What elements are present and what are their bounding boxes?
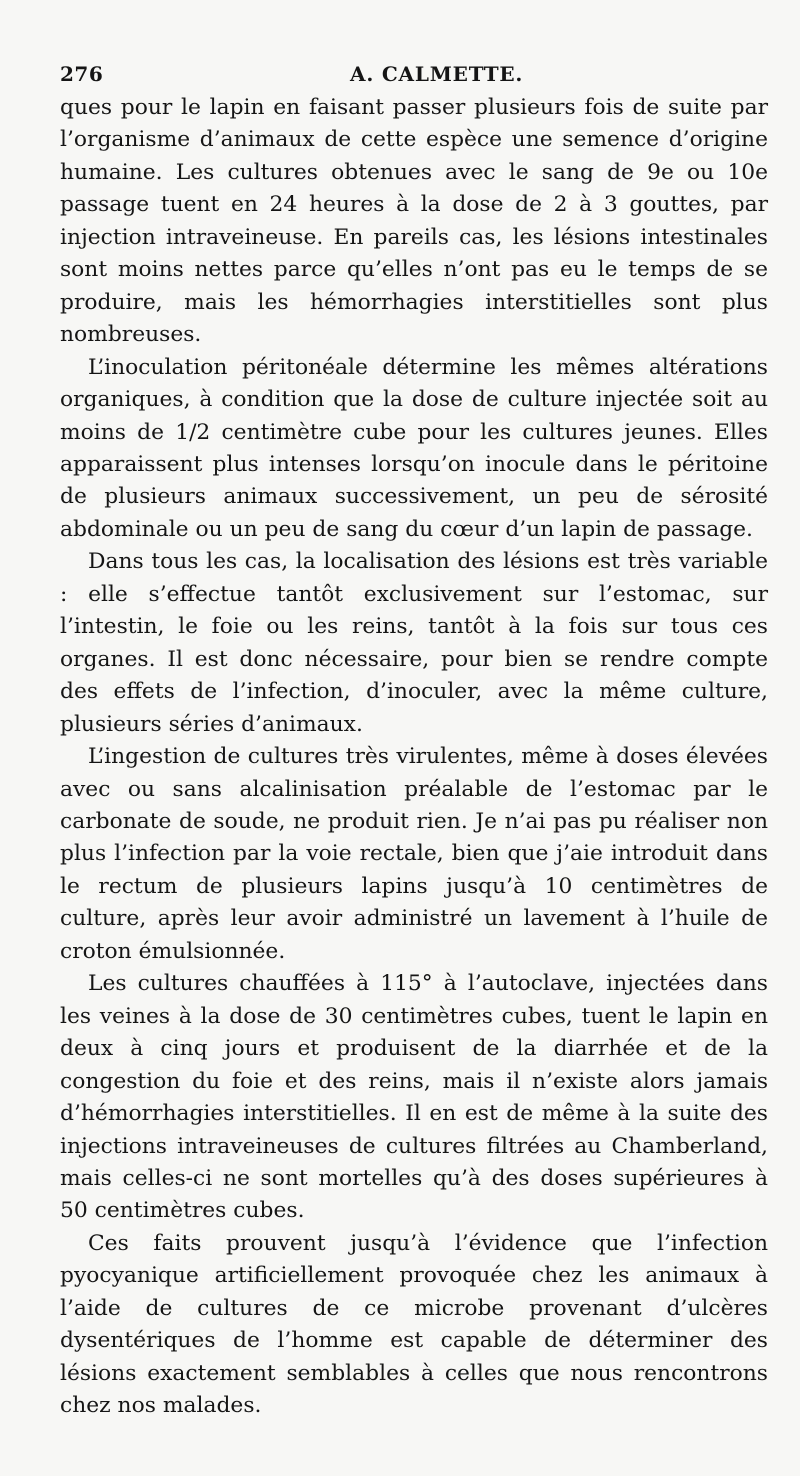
paragraph-peritoneal-inoculation: L’inoculation péritonéale détermine les mêmes altérations organiques, à condition que la dose de culture injectée soit au moins de 1/2 centimètre cube pour les cultures jeunes. Elles apparaissent plus intenses lorsqu’on inocule dans le péritoine de plusieurs animaux successivement, un peu de sérosité abdominale ou un peu de sang du cœur d’un lapin de passage. bbox=[60, 354, 768, 542]
running-title: A. CALMETTE. bbox=[350, 62, 524, 86]
paragraph-continuation: ques pour le lapin en faisant passer plusieurs fois de suite par l’organisme d’animaux de cette espèce une semence d’origine humaine. Les cultures obtenues avec le sang de 9e ou 10e passage tuent en 24 heures à la dose de 2 à 3 gouttes, par injection intraveineuse. En pareils cas, les lésions intestinales sont moins nettes parce qu’elles n’ont pas eu le temps de se produire, mais les hémorrhagies interstitielles sont plus nombreuses. bbox=[60, 95, 768, 348]
paragraph-conclusion: Ces faits prouvent jusqu’à l’évidence que l’infection pyocyanique artificiellement provoquée chez les animaux à l’aide de cultures de ce microbe provenant d’ulcères dysentériques de l’homme est capable de déterminer des lésions exactement semblables à celles que nous rencontrons chez nos malades. bbox=[60, 1230, 768, 1419]
page-header bbox=[60, 52, 766, 92]
paragraph-ingestion-rectal: L’ingestion de cultures très virulentes, même à doses élevées avec ou sans alcalinisation préalable de l’estomac par le carbonate de soude, ne produit rien. Je n’ai pas pu réaliser non plus l’infection par la voie rectale, bien que j’aie introduit dans le rectum de plusieurs lapins jusqu’à 10 centimètres de culture, après leur avoir administré un lavement à l’huile de croton émulsionnée. bbox=[60, 744, 768, 964]
main-text bbox=[60, 92, 768, 1423]
paragraph-lesion-localization: Dans tous les cas, la localisation des lésions est très variable : elle s’effectue tantôt exclusivement sur l’estomac, sur l’intestin, le foie ou les reins, tantôt à la fois sur tous ces organes. Il est donc nécessaire, pour bien se rendre compte des effets de l’infection, d’inoculer, avec la même culture, plusieurs séries d’animaux. bbox=[60, 549, 768, 737]
paragraph-heated-cultures: Les cultures chauffées à 115° à l’autoclave, injectées dans les veines à la dose de 30 centimètres cubes, tuent le lapin en deux à cinq jours et produisent de la diarrhée et de la congestion du foie et des reins, mais il n’existe alors jamais d’hémorrhagies interstitielles. Il en est de même à la suite des injections intraveineuses de cultures filtrées au Chamberland, mais celles-ci ne sont mortelles qu’à des doses supérieures à 50 centimètres cubes. bbox=[60, 971, 768, 1224]
page-number: 276 bbox=[60, 62, 104, 86]
